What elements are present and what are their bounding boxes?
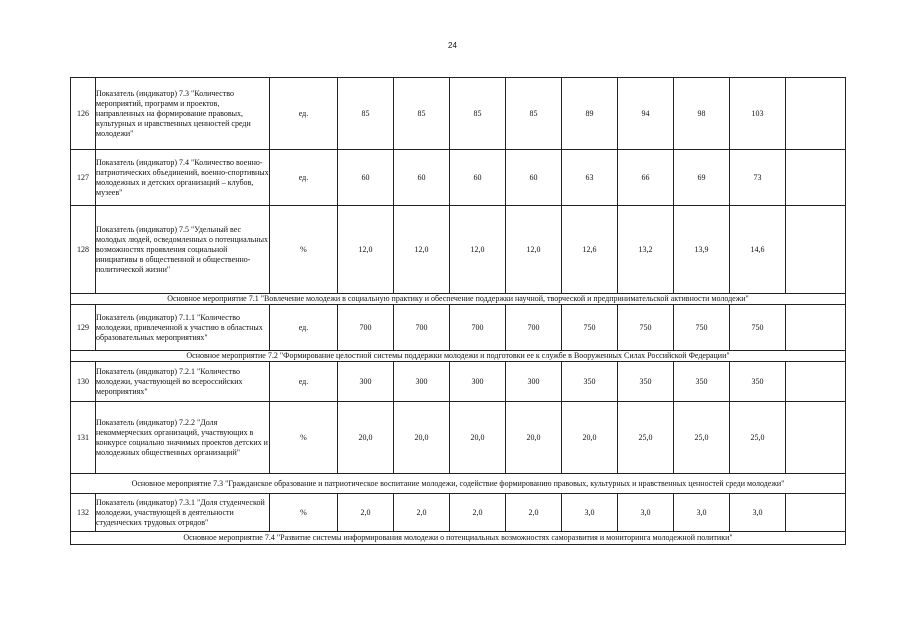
empty-cell bbox=[786, 206, 846, 294]
value-cell: 25,0 bbox=[730, 402, 786, 474]
value-cell: 3,0 bbox=[674, 494, 730, 532]
row-number: 129 bbox=[71, 305, 96, 351]
value-cell: 85 bbox=[450, 78, 506, 150]
value-cell: 66 bbox=[618, 150, 674, 206]
value-cell: 12,6 bbox=[562, 206, 618, 294]
value-cell: 750 bbox=[730, 305, 786, 351]
value-cell: 85 bbox=[394, 78, 450, 150]
value-cell: 300 bbox=[394, 362, 450, 402]
indicator-description: Показатель (индикатор) 7.5 "Удельный вес молодых людей, осведомленных о потенциальных возможностях проявления социальной инициативы в общественной и общественно-политической жизни" bbox=[96, 206, 270, 294]
value-cell: 20,0 bbox=[562, 402, 618, 474]
value-cell: 60 bbox=[394, 150, 450, 206]
value-cell: 85 bbox=[506, 78, 562, 150]
indicator-description: Показатель (индикатор) 7.2.2 "Доля некоммерческих организаций, участвующих в конкурсе социально значимых проектов детских и молодежных общественных организаций" bbox=[96, 402, 270, 474]
section-title: Основное мероприятие 7.4 "Развитие системы информирования молодежи о потенциальных возможностях саморазвития и мониторинга молодежной политики" bbox=[71, 532, 846, 545]
indicator-description: Показатель (индикатор) 7.4 "Количество военно-патриотических объединений, военно-спортивных молодежных и детских организаций – клубов, музеев" bbox=[96, 150, 270, 206]
value-cell: 700 bbox=[394, 305, 450, 351]
table-body bbox=[71, 78, 846, 545]
empty-cell bbox=[786, 78, 846, 150]
unit-cell: % bbox=[270, 494, 338, 532]
value-cell: 25,0 bbox=[618, 402, 674, 474]
unit-cell: ед. bbox=[270, 150, 338, 206]
value-cell: 60 bbox=[506, 150, 562, 206]
indicator-description: Показатель (индикатор) 7.3.1 "Доля студенческой молодежи, участвующей в деятельности студенческих трудовых отрядов" bbox=[96, 494, 270, 532]
value-cell: 13,2 bbox=[618, 206, 674, 294]
table-row bbox=[71, 305, 846, 351]
value-cell: 750 bbox=[618, 305, 674, 351]
unit-cell: ед. bbox=[270, 362, 338, 402]
value-cell: 60 bbox=[338, 150, 394, 206]
value-cell: 3,0 bbox=[730, 494, 786, 532]
value-cell: 20,0 bbox=[506, 402, 562, 474]
value-cell: 700 bbox=[506, 305, 562, 351]
empty-cell bbox=[786, 494, 846, 532]
row-number: 128 bbox=[71, 206, 96, 294]
value-cell: 12,0 bbox=[394, 206, 450, 294]
indicator-description: Показатель (индикатор) 7.2.1 "Количество молодежи, участвующей во всероссийских мероприятиях" bbox=[96, 362, 270, 402]
indicator-description: Показатель (индикатор) 7.3 "Количество мероприятий, программ и проектов, направленных на формирование правовых, культурных и нравственных ценностей среди молодежи" bbox=[96, 78, 270, 150]
row-number: 131 bbox=[71, 402, 96, 474]
table-row bbox=[71, 402, 846, 474]
unit-cell: % bbox=[270, 206, 338, 294]
unit-cell: ед. bbox=[270, 305, 338, 351]
section-row bbox=[71, 474, 846, 494]
empty-cell bbox=[786, 150, 846, 206]
value-cell: 3,0 bbox=[562, 494, 618, 532]
value-cell: 14,6 bbox=[730, 206, 786, 294]
value-cell: 3,0 bbox=[618, 494, 674, 532]
value-cell: 350 bbox=[562, 362, 618, 402]
value-cell: 25,0 bbox=[674, 402, 730, 474]
table-row bbox=[71, 362, 846, 402]
value-cell: 12,0 bbox=[506, 206, 562, 294]
unit-cell: % bbox=[270, 402, 338, 474]
table-row bbox=[71, 494, 846, 532]
empty-cell bbox=[786, 362, 846, 402]
row-number: 130 bbox=[71, 362, 96, 402]
value-cell: 2,0 bbox=[394, 494, 450, 532]
value-cell: 103 bbox=[730, 78, 786, 150]
value-cell: 300 bbox=[338, 362, 394, 402]
indicators-table bbox=[70, 77, 846, 545]
section-row bbox=[71, 532, 846, 545]
value-cell: 300 bbox=[506, 362, 562, 402]
value-cell: 69 bbox=[674, 150, 730, 206]
section-row bbox=[71, 351, 846, 362]
row-number: 132 bbox=[71, 494, 96, 532]
section-title: Основное мероприятие 7.1 "Вовлечение молодежи в социальную практику и обеспечение поддержки научной, творческой и предпринимательской активности молодежи" bbox=[71, 294, 846, 305]
indicator-description: Показатель (индикатор) 7.1.1 "Количество молодежи, привлеченной к участию в областных образовательных мероприятиях" bbox=[96, 305, 270, 351]
value-cell: 750 bbox=[674, 305, 730, 351]
value-cell: 63 bbox=[562, 150, 618, 206]
value-cell: 700 bbox=[450, 305, 506, 351]
section-row bbox=[71, 294, 846, 305]
value-cell: 98 bbox=[674, 78, 730, 150]
value-cell: 2,0 bbox=[338, 494, 394, 532]
value-cell: 12,0 bbox=[450, 206, 506, 294]
table-row bbox=[71, 150, 846, 206]
value-cell: 20,0 bbox=[394, 402, 450, 474]
row-number: 127 bbox=[71, 150, 96, 206]
value-cell: 2,0 bbox=[506, 494, 562, 532]
section-title: Основное мероприятие 7.2 "Формирование целостной системы поддержки молодежи и подготовки ее к службе в Вооруженных Силах Российской Федерации" bbox=[71, 351, 846, 362]
empty-cell bbox=[786, 402, 846, 474]
value-cell: 350 bbox=[730, 362, 786, 402]
value-cell: 300 bbox=[450, 362, 506, 402]
row-number: 126 bbox=[71, 78, 96, 150]
value-cell: 89 bbox=[562, 78, 618, 150]
value-cell: 13,9 bbox=[674, 206, 730, 294]
unit-cell: ед. bbox=[270, 78, 338, 150]
page-number: 24 bbox=[448, 41, 457, 50]
section-title: Основное мероприятие 7.3 "Гражданское образование и патриотическое воспитание молодежи, содействие формированию правовых, культурных и нравственных ценностей среди молодежи" bbox=[71, 474, 846, 494]
value-cell: 350 bbox=[674, 362, 730, 402]
value-cell: 12,0 bbox=[338, 206, 394, 294]
value-cell: 85 bbox=[338, 78, 394, 150]
value-cell: 2,0 bbox=[450, 494, 506, 532]
value-cell: 20,0 bbox=[338, 402, 394, 474]
table-row bbox=[71, 78, 846, 150]
value-cell: 750 bbox=[562, 305, 618, 351]
value-cell: 700 bbox=[338, 305, 394, 351]
value-cell: 20,0 bbox=[450, 402, 506, 474]
table-row bbox=[71, 206, 846, 294]
value-cell: 73 bbox=[730, 150, 786, 206]
empty-cell bbox=[786, 305, 846, 351]
value-cell: 60 bbox=[450, 150, 506, 206]
value-cell: 350 bbox=[618, 362, 674, 402]
value-cell: 94 bbox=[618, 78, 674, 150]
